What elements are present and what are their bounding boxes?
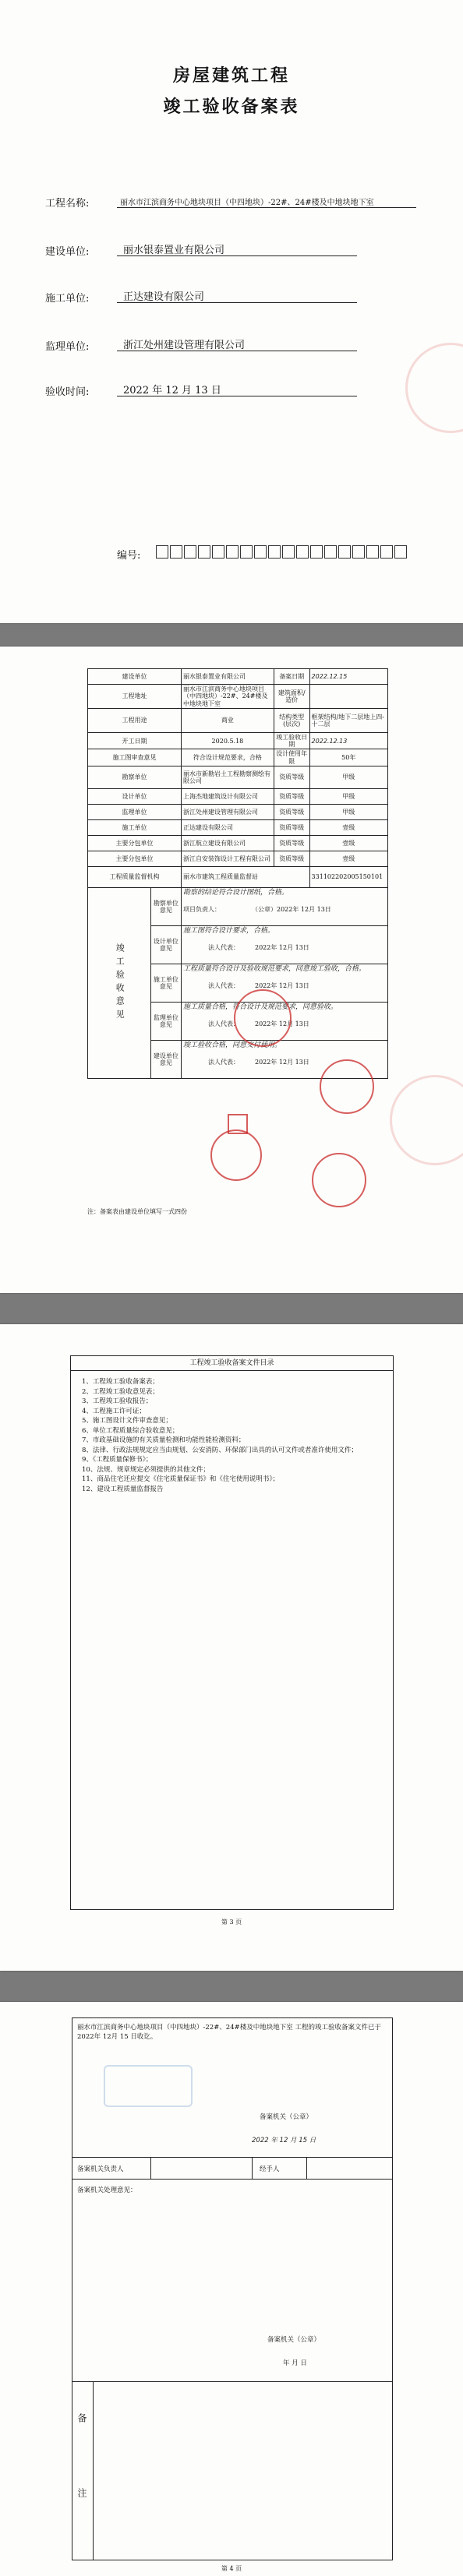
opinion-row xyxy=(88,887,388,925)
opinion-text: 勘察的结论符合设计图纸，合格。 xyxy=(182,888,288,897)
cover-page xyxy=(0,0,463,623)
list-item: 5、施工图设计文件审查意见； xyxy=(82,1417,172,1425)
faint-stamp-mark xyxy=(390,1075,463,1165)
row-value: 甲级 xyxy=(309,804,387,819)
company-seal-mark xyxy=(320,1059,374,1114)
cover-field-builder xyxy=(45,241,357,257)
row-label: 资质等级 xyxy=(274,766,309,788)
row-label: 资质等级 xyxy=(274,788,309,804)
blue-seal-mark xyxy=(104,2065,193,2107)
docs-list-box xyxy=(70,1355,394,1910)
opinion-date: 2022年 12月 13日 xyxy=(254,982,309,990)
opinion-text: 施工图符合设计要求，合格。 xyxy=(182,926,274,935)
cover-field-contractor xyxy=(45,288,357,304)
receipt-handler-row xyxy=(72,2157,392,2180)
table-row xyxy=(88,733,388,749)
row-value: 浙江航立建设有限公司 xyxy=(181,835,274,851)
row-label: 主要分包单位 xyxy=(88,851,182,866)
list-item: 7、市政基础设施的有关质量检测和功能性能检测资料； xyxy=(82,1436,246,1444)
receipt-remark-section xyxy=(72,2381,392,2560)
row-value: 符合设计规范要求，合格 xyxy=(181,749,274,766)
row-label: 工程用途 xyxy=(88,709,182,733)
row-value: 正达建设有限公司 xyxy=(181,819,274,835)
cover-field-label: 施工单位: xyxy=(45,293,90,305)
row-label: 工程质量监督机构 xyxy=(88,866,182,887)
list-item: 4、工程施工许可证； xyxy=(82,1407,146,1415)
row-value: 上海杰地建筑设计有限公司 xyxy=(181,788,274,804)
opinion-unit: 建设单位意见 xyxy=(150,1040,181,1078)
row-label: 设计使用年限 xyxy=(274,749,309,766)
receipt-opinion-section xyxy=(72,2179,392,2382)
receipt-date: 2022 年 12 月 15 日 xyxy=(252,2137,316,2144)
row-value: 商业 xyxy=(181,709,274,733)
row-value: 2022.12.13 xyxy=(309,733,387,749)
opinion-date: 年 月 日 xyxy=(283,2359,307,2367)
opinion-cell xyxy=(181,925,387,964)
row-value: 浙江自安装饰设计工程有限公司 xyxy=(181,851,274,866)
row-value: 甲级 xyxy=(309,766,387,788)
row-value: 甲级 xyxy=(309,788,387,804)
table-row xyxy=(88,669,388,685)
row-value: 2020.5.18 xyxy=(181,733,274,749)
row-label: 设计单位 xyxy=(88,788,182,804)
table-row xyxy=(88,685,388,709)
opinion-agency: 备案机关（公章） xyxy=(267,2336,321,2344)
row-label: 资质等级 xyxy=(274,851,309,866)
opinion-cell xyxy=(181,964,387,1002)
row-label: 竣工验收日期 xyxy=(274,733,309,749)
row-label: 施工单位 xyxy=(88,819,182,835)
list-item: 6、单位工程质量综合验收意见； xyxy=(82,1426,179,1435)
cover-title-line2: 竣工验收备案表 xyxy=(163,97,300,117)
row-label: 资质等级 xyxy=(274,819,309,835)
row-label: 资质等级 xyxy=(274,804,309,819)
cover-field-label: 建设单位: xyxy=(45,246,90,258)
cover-field-label: 工程名称: xyxy=(45,198,90,210)
list-item: 12、建设工程质量监督报告 xyxy=(82,1485,164,1493)
page-number: 第 4 页 xyxy=(221,2565,242,2572)
receipt-section xyxy=(72,2018,392,2158)
company-seal-mark xyxy=(234,989,292,1047)
table-row xyxy=(88,804,388,819)
opinion-sign-label: 法人代表： xyxy=(207,1059,236,1066)
company-seal-mark xyxy=(210,1129,262,1181)
row-value: 壹级 xyxy=(309,819,387,835)
row-value: 框架结构/地下二层地上四-十二层 xyxy=(309,709,387,733)
cover-field-value: 浙江处州建设管理有限公司 xyxy=(117,337,357,351)
row-value: 50年 xyxy=(309,749,387,766)
company-seal-mark xyxy=(312,1153,366,1207)
row-label: 主要分包单位 xyxy=(88,835,182,851)
cover-field-value: 2022 年 12 月 13 日 xyxy=(117,382,357,396)
row-label: 备案日期 xyxy=(274,669,309,685)
receipt-page xyxy=(0,2002,463,2576)
cover-title-line1: 房屋建筑工程 xyxy=(172,65,290,86)
row-value: 2022.12.15 xyxy=(309,669,387,685)
cover-field-label: 监理单位: xyxy=(45,341,90,353)
section-label: 竣工验收意见 xyxy=(88,887,151,1078)
opinion-sign xyxy=(183,982,386,989)
receipt-box xyxy=(72,2017,393,2560)
row-label: 工程地址 xyxy=(88,685,182,709)
list-item: 11、商品住宅还应提交《住宅质量保证书》和《住宅使用说明书》； xyxy=(82,1475,280,1483)
table-row xyxy=(88,749,388,766)
cover-field-supervisor xyxy=(45,337,357,352)
row-value: 丽水市建筑工程质量监督站 xyxy=(181,866,309,887)
opinion-date: 2022年 12月 13日 xyxy=(254,1059,309,1066)
list-item: 2、工程竣工验收意见表； xyxy=(82,1387,159,1396)
opinion-cell xyxy=(181,887,387,925)
receipt-agency: 备案机关（公章） xyxy=(260,2113,313,2121)
opinion-date: （公章）2022年 12月 13日 xyxy=(254,906,331,914)
cover-field-label: 验收时间: xyxy=(45,386,90,398)
table-row xyxy=(88,788,388,804)
row-value: 浙江处州建设管理有限公司 xyxy=(181,804,274,819)
opinion-unit: 监理单位意见 xyxy=(150,1002,181,1040)
opinion-sign-label: 法人代表： xyxy=(207,982,236,990)
table-row xyxy=(88,766,388,788)
cover-field-value: 丽水银泰置业有限公司 xyxy=(117,241,357,256)
row-label: 施工图审查意见 xyxy=(88,749,182,766)
opinion-text: 竣工验收合格，同意交付使用。 xyxy=(182,1041,281,1049)
opinion-sign-label: 项目负责人： xyxy=(182,906,217,914)
docs-list-header: 工程竣工验收备案文件目录 xyxy=(71,1356,393,1371)
row-value: 壹级 xyxy=(309,851,387,866)
remark-label: 备 注 xyxy=(76,2413,87,2528)
row-label: 建筑面积/造价 xyxy=(274,685,309,709)
cover-number-boxes xyxy=(156,545,408,562)
list-item: 3、工程竣工验收报告； xyxy=(82,1397,153,1405)
handler2-label: 经手人 xyxy=(260,2165,280,2173)
row-label: 建设单位 xyxy=(88,669,182,685)
opinion-text: 施工质量合格，符合设计及规范要求，同意验收。 xyxy=(182,1003,338,1011)
table-row xyxy=(88,819,388,835)
row-value: 壹级 xyxy=(309,835,387,851)
row-label: 开工日期 xyxy=(88,733,182,749)
row-value: 丽水市新勘岩土工程勘察测绘有限公司 xyxy=(181,766,274,788)
opinion-label: 备案机关处理意见： xyxy=(77,2187,137,2194)
cover-field-value: 丽水市江滨商务中心地块项目（中四地块）-22#、24#楼及中地块地下室 xyxy=(117,196,416,208)
table-row xyxy=(88,866,388,887)
list-item: 1、工程竣工验收备案表； xyxy=(82,1378,159,1386)
cover-field-value: 正达建设有限公司 xyxy=(117,288,357,303)
opinion-date: 2022年 12月 13日 xyxy=(254,1020,309,1028)
page-number: 第 3 页 xyxy=(221,1919,242,1926)
row-value: 丽水市江滨商务中心地块项目（中四地块）-22#、24#楼及中地块地下室 xyxy=(181,685,274,709)
list-item: 8、法律、行政法规规定应当由规划、公安消防、环保部门出具的认可文件或者准许使用文件； xyxy=(82,1446,358,1454)
row-value: 丽水银泰置业有限公司 xyxy=(181,669,274,685)
opinion-unit: 勘察单位意见 xyxy=(150,887,181,925)
row-value xyxy=(309,685,387,709)
opinion-date: 2022年 12月 13日 xyxy=(254,944,309,952)
handler-label: 备案机关负责人 xyxy=(77,2165,124,2173)
docs-list xyxy=(71,1377,393,1494)
table-row xyxy=(88,851,388,866)
opinion-sign-label: 法人代表： xyxy=(207,944,236,952)
opinion-sign-label: 法人代表： xyxy=(207,1020,236,1028)
row-label: 勘察单位 xyxy=(88,766,182,788)
faint-stamp-mark xyxy=(405,343,463,433)
row-label: 资质等级 xyxy=(274,835,309,851)
seal-square-mark xyxy=(228,1114,248,1134)
opinion-unit: 设计单位意见 xyxy=(150,925,181,964)
cover-field-project xyxy=(45,193,419,209)
table-row xyxy=(88,835,388,851)
opinion-text: 工程质量符合设计及验收规范要求，同意竣工验收，合格。 xyxy=(182,964,366,973)
table-row xyxy=(88,709,388,733)
filing-form-page xyxy=(0,647,463,1293)
opinion-sign xyxy=(183,906,386,913)
docs-list-page xyxy=(0,1324,463,1971)
receipt-text: 丽水市江滨商务中心地块项目（中四地块）-22#、24#楼及中地块地下室 工程的竣工验收备案文件已于 2022年 12月 15 日收讫。 xyxy=(77,2024,381,2041)
row-label: 结构类型(层次) xyxy=(274,709,309,733)
form-note: 注：备案表由建设单位填写一式四份 xyxy=(87,1208,187,1215)
list-item: 10、法规、规章规定必须提供的其他文件； xyxy=(82,1465,210,1474)
cover-number-label: 编号: xyxy=(117,550,141,562)
row-value: 331102202005150101 xyxy=(309,866,387,887)
row-label: 监理单位 xyxy=(88,804,182,819)
cover-field-date xyxy=(45,382,357,397)
opinion-unit: 施工单位意见 xyxy=(150,964,181,1002)
list-item: 9、《工程质量保修书》； xyxy=(82,1456,153,1464)
opinion-sign xyxy=(183,944,386,951)
